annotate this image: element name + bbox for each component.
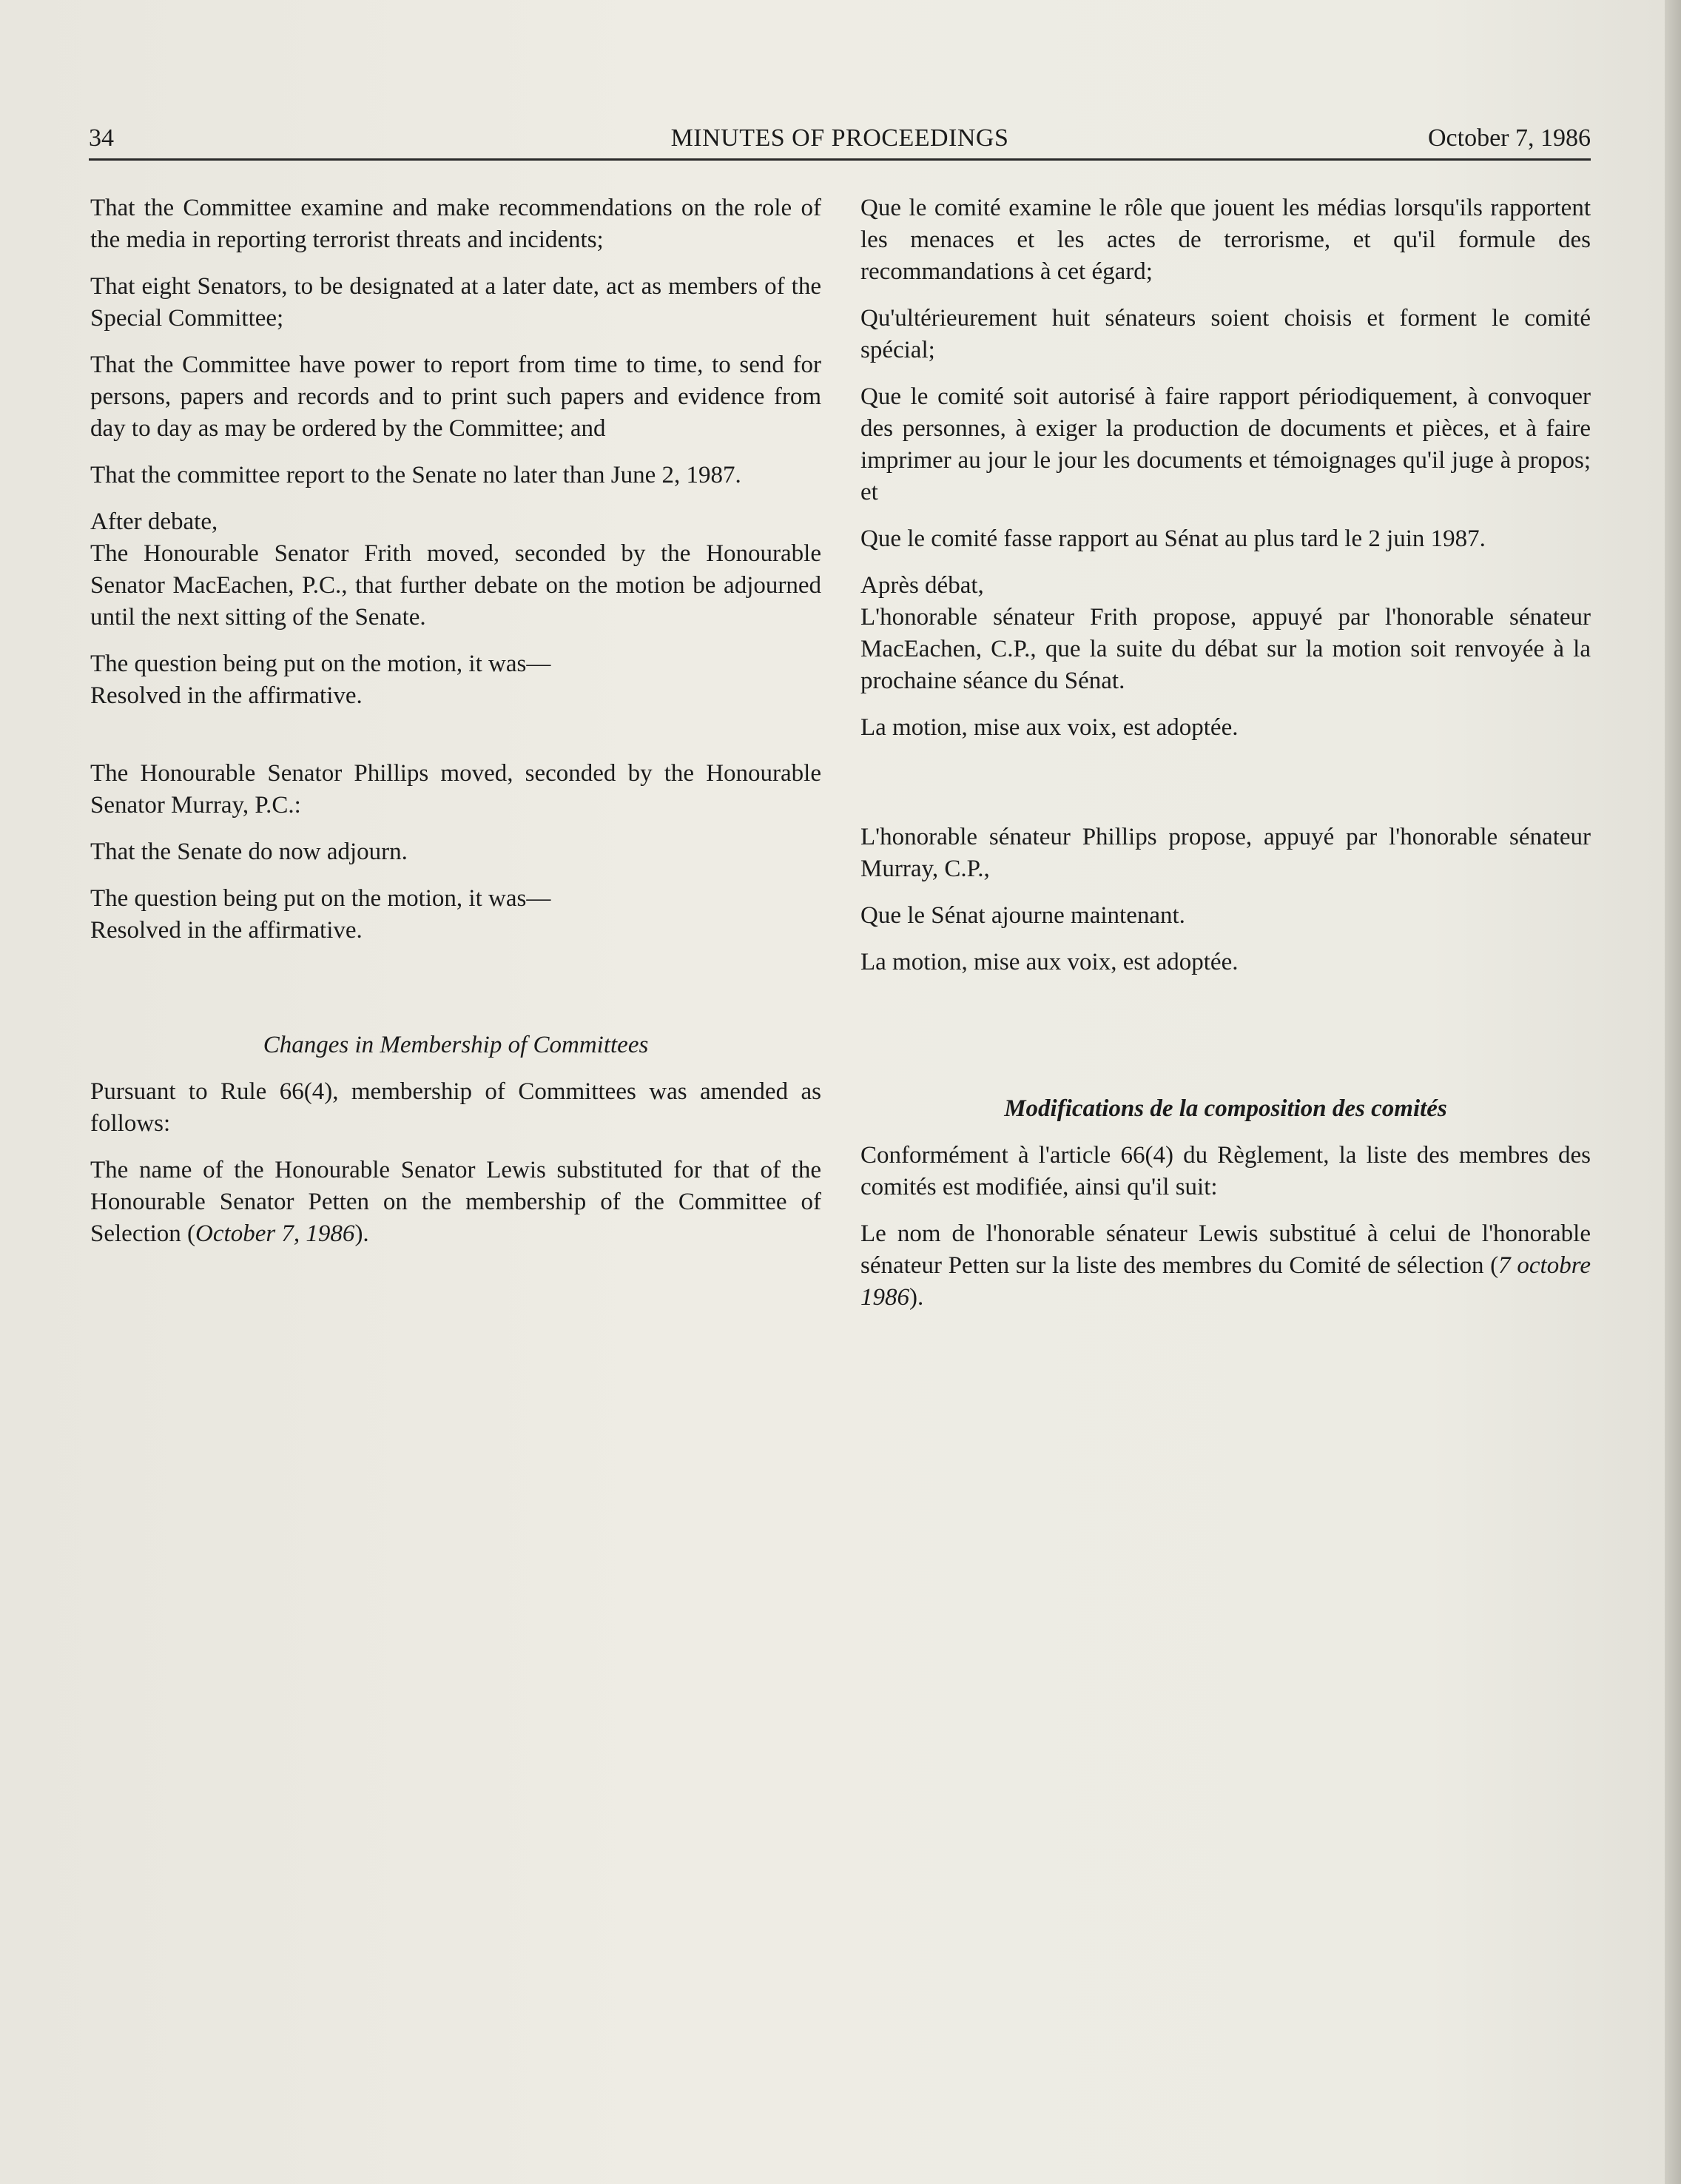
paragraph: Qu'ultérieurement huit sénateurs soient choisis et forment le comité spécial; [860,305,1591,363]
english-column [90,192,821,1250]
paragraph-date: 7 octobre 1986 [860,1252,1591,1311]
page-header [89,124,1591,163]
paragraph: La motion, mise aux voix, est adoptée. [860,714,1239,741]
paragraph: Que le comité fasse rapport au Sénat au plus tard le 2 juin 1987. [860,525,1486,552]
page-number: 34 [89,124,114,152]
paragraph: Resolved in the affirmative. [90,917,363,944]
paragraph: L'honorable sénateur Phillips propose, appuyé par l'honorable sénateur Murray, C.P., [860,824,1591,882]
section-heading: Modifications de la composition des comités [1004,1095,1447,1122]
paragraph: The Honourable Senator Frith moved, seconded by the Honourable Senator MacEachen, P.C., that further debate on the motion be adjourned until the next sitting of the Senate. [90,540,821,631]
paragraph: Que le Sénat ajourne maintenant. [860,902,1185,929]
header-rule [89,158,1591,161]
paragraph: Après débat, [860,572,984,599]
paragraph: The question being put on the motion, it was— [90,885,551,912]
paragraph-date: October 7, 1986 [195,1220,355,1247]
paragraph: L'honorable sénateur Frith propose, appuyé par l'honorable sénateur MacEachen, C.P., que la suite du débat sur la motion soit renvoyée à la prochaine séance du Sénat. [860,604,1591,694]
paragraph: The Honourable Senator Phillips moved, seconded by the Honourable Senator Murray, P.C.: [90,760,821,819]
paragraph: That the Senate do now adjourn. [90,839,408,865]
paragraph: That the Committee have power to report from time to time, to send for persons, papers and records and to print such papers and evidence from day to day as may be ordered by the Committee; and [90,352,821,442]
paragraph: La motion, mise aux voix, est adoptée. [860,949,1239,975]
paragraph [860,1218,1591,1314]
paragraph: Conformément à l'article 66(4) du Règlement, la liste des membres des comités est modifiée, ainsi qu'il suit: [860,1142,1591,1200]
paragraph-end: ). [909,1284,924,1311]
french-column [860,192,1591,1314]
paragraph: That the committee report to the Senate no later than June 2, 1987. [90,462,741,488]
paragraph-text: The name of the Honourable Senator Lewis substituted for that of the Honourable Senator Petten on the membership of the Committee of Selection ( [90,1157,821,1247]
paragraph: The question being put on the motion, it was— [90,651,551,677]
paragraph: Que le comité examine le rôle que jouent les médias lorsqu'ils rapportent les menaces et les actes de terrorisme, et qu'il formule des recommandations à cet égard; [860,195,1591,285]
paragraph: Pursuant to Rule 66(4), membership of Committees was amended as follows: [90,1078,821,1137]
running-title: MINUTES OF PROCEEDINGS [670,124,1009,152]
paragraph: Resolved in the affirmative. [90,682,363,709]
paragraph [90,1155,821,1250]
paragraph-end: ). [354,1220,369,1247]
paragraph-text: Le nom de l'honorable sénateur Lewis substitué à celui de l'honorable sénateur Petten sur la liste des membres du Comité de sélection ( [860,1220,1591,1279]
paragraph: Que le comité soit autorisé à faire rapport périodiquement, à convoquer des personnes, à exiger la production de documents et pièces, et à faire imprimer au jour le jour les documents et témoignages qu'il juge à propos; et [860,383,1591,505]
section-heading: Changes in Membership of Committees [263,1032,649,1058]
page-edge-shadow [1665,0,1681,2184]
paragraph: That eight Senators, to be designated at a later date, act as members of the Special Committee; [90,273,821,332]
paragraph: After debate, [90,508,218,535]
paragraph: That the Committee examine and make recommendations on the role of the media in reporting terrorist threats and incidents; [90,195,821,253]
header-date: October 7, 1986 [1427,124,1591,152]
